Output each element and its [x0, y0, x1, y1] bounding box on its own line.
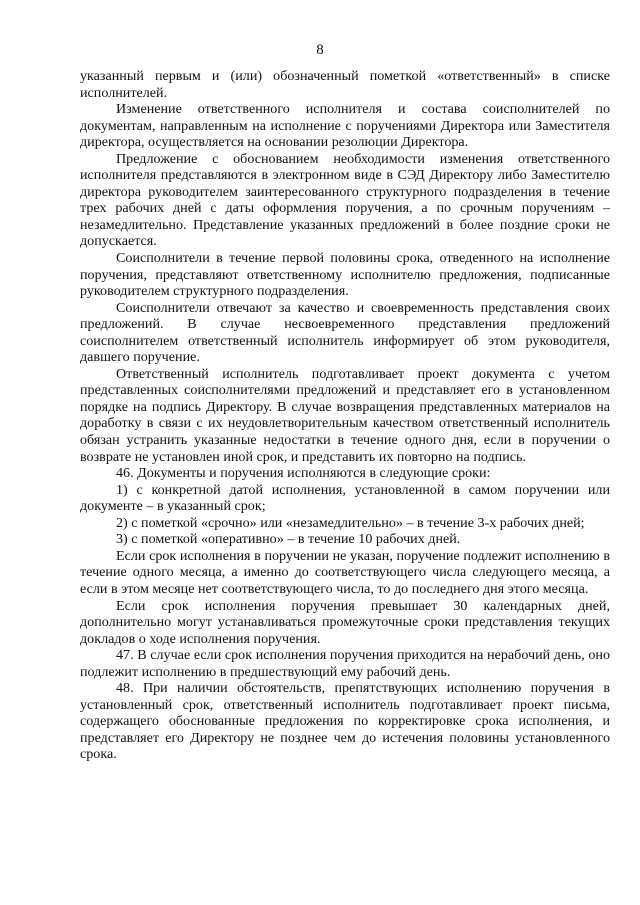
paragraph-proposal: Предложение с обоснованием необходимости изменения ответственного исполнителя представляются в электронном виде в СЭД Директору либо Заместителю директора руководителем заинтересованного структурного подразделения в течение трех рабочих дней с даты оформления поручения, а по срочным поручениям – незамедлительно. Представление указанных предложений в более поздние сроки не допускается. — [80, 150, 610, 250]
paragraph-no-deadline: Если срок исполнения в поручении не указан, поручение подлежит исполнению в течение одного месяца, а именно до соответствующего числа следующего месяца, а если в этом месяце нет соответствующего числа, то до последнего дня этого месяца. — [80, 547, 610, 597]
page-number: 8 — [316, 42, 324, 58]
paragraph-coexecutors-deadline: Соисполнители в течение первой половины срока, отведенного на исполнение поручения, представляют ответственному исполнителю предложения, подписанные руководителем структурного подразделения. — [80, 250, 610, 300]
list-item-3: 3) с пометкой «оперативно» – в течение 10 рабочих дней. — [116, 531, 461, 548]
paragraph-draft-document: Ответственный исполнитель подготавливает проект документа с учетом представленных соисполнителями предложений и представляет его в установленном порядке на подпись Директору. В случае возвращения представленных материалов на доработку в связи с их неудовлетворительным качеством ответственный исполнитель обязан устранить указанные недостатки в течение одного дня, если в поручении о возврате не установлен иной срок, и представить их повторно на подпись. — [80, 365, 610, 465]
paragraph-interim-deadlines: Если срок исполнения поручения превышает 30 календарных дней, дополнительно могут устанавливаться промежуточные сроки представления текущих докладов о ходе исполнения поручения. — [80, 597, 610, 647]
paragraph-change-executor: Изменение ответственного исполнителя и состава соисполнителей по документам, направленным на исполнение с поручениями Директора или Заместителя директора, осуществляется на основании резолюции Директора. — [80, 101, 610, 151]
paragraph-clause-47: 47. В случае если срок исполнения поручения приходится на нерабочий день, оно подлежит исполнению в предшествующий ему рабочий день. — [80, 647, 610, 680]
paragraph-clause-48: 48. При наличии обстоятельств, препятствующих исполнению поручения в установленный срок, ответственный исполнитель подготавливает проект письма, содержащего обоснованные предложения по корректировке срока исполнения, и представляет его Директору не позднее чем до истечения половины установленного срока. — [80, 680, 610, 763]
document-body — [80, 68, 610, 763]
paragraph-continuation: указанный первым и (или) обозначенный пометкой «ответственный» в списке исполнителей. — [80, 68, 610, 101]
list-item-2: 2) с пометкой «срочно» или «незамедлительно» – в течение 3-х рабочих дней; — [116, 514, 585, 531]
list-item-1: 1) с конкретной датой исполнения, установленной в самом поручении или документе – в указанный срок; — [80, 481, 610, 515]
paragraph-clause-46: 46. Документы и поручения исполняются в следующие сроки: — [116, 465, 491, 482]
paragraph-coexecutors-responsibility: Соисполнители отвечают за качество и своевременность представления своих предложений. В случае несвоевременного представления предложений соисполнителем ответственный исполнитель информирует об этом руководителя, давшего поручение. — [80, 299, 610, 366]
